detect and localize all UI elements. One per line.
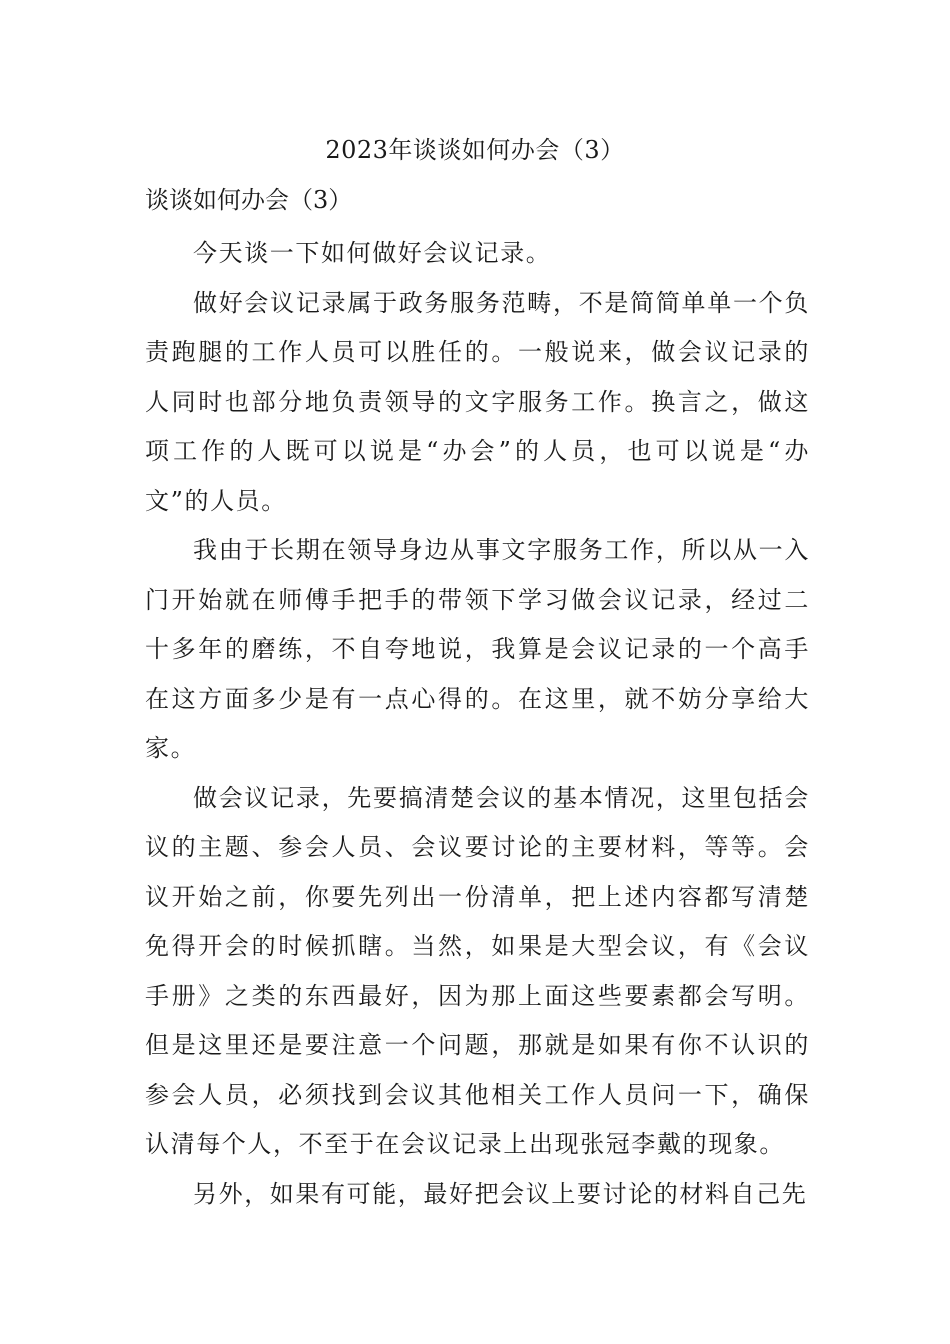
paragraph: 做好会议记录属于政务服务范畴，不是简简单单一个负责跑腿的工作人员可以胜任的。一般说来，做会议记录的人同时也部分地负责领导的文字服务工作。换言之，做这项工作的人既可以说是“办会”的人员，也可以说是“办文”的人员。 — [145, 288, 810, 515]
document-body — [145, 229, 810, 1219]
paragraph: 今天谈一下如何做好会议记录。 — [193, 239, 552, 267]
document-title: 2023年谈谈如何办会（3） — [325, 136, 625, 164]
paragraph: 另外，如果有可能，最好把会议上要讨论的材料自己先 — [193, 1179, 808, 1208]
paragraph: 我由于长期在领导身边从事文字服务工作，所以从一入门开始就在师傅手把手的带领下学习做会议记录，经过二十多年的磨练，不自夸地说，我算是会议记录的一个高手在这方面多少是有一点心得的。在这里，就不妨分享给大家。 — [145, 536, 810, 762]
document-subtitle: 谈谈如何办会（3） — [145, 186, 353, 214]
paragraph: 做会议记录，先要搞清楚会议的基本情况，这里包括会议的主题、参会人员、会议要讨论的主要材料，等等。会议开始之前，你要先列出一份清单，把上述内容都写清楚免得开会的时候抓瞎。当然，如果是大型会议，有《会议手册》之类的东西最好，因为那上面这些要素都会写明。但是这里还是要注意一个问题，那就是如果有你不认识的参会人员，必须找到会议其他相关工作人员问一下，确保认清每个人，不至于在会议记录上出现张冠李戴的现象。 — [145, 783, 810, 1158]
